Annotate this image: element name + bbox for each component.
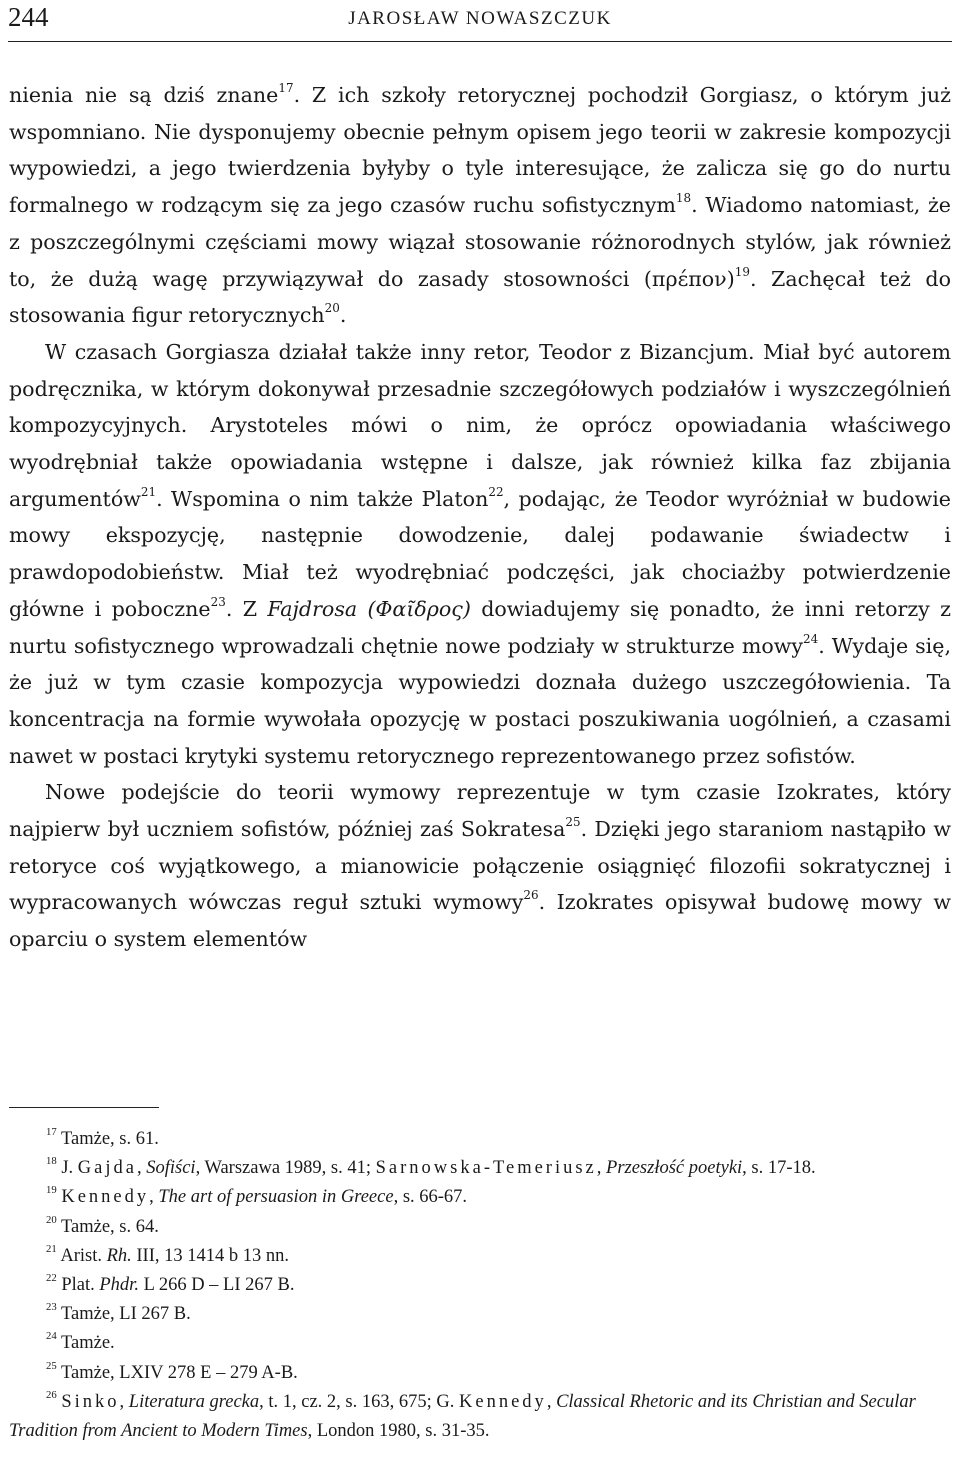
paragraph-1 — [9, 77, 951, 334]
italic-title: Fajdrosa (Φαῖδρος) — [267, 596, 471, 621]
text-run: Nowe podejście do teorii wymowy reprezentuje w tym czasie Izokrates, który najpierw był uczniem sofistów, później zaś Sokratesa — [9, 780, 951, 842]
text-run: , podając, że Teodor wyróżniał w budowie mowy ekspozycję, następnie dowodzenie, dalej podawanie świadectw i prawdopodobieństw. Miał też wyodrębniać podczęści, jak chociażby potwierdzenie główne i poboczne — [9, 486, 951, 621]
footnote-26 — [9, 1388, 951, 1446]
italic-title: Przeszłość poetyki — [606, 1158, 743, 1179]
main-text — [9, 77, 951, 958]
footnote-ref-26: 26 — [523, 888, 539, 903]
paragraph-2 — [9, 334, 951, 774]
footnote-22 — [9, 1271, 951, 1300]
footnote-number: 25 — [46, 1359, 57, 1372]
page-number: 244 — [8, 2, 49, 32]
footnote-text: III, 13 1414 b 13 nn. — [131, 1245, 289, 1266]
text-run: . Wiadomo natomiast, że z poszczególnymi częściami mowy wiązał stosowanie różnorodnych stylów, jak również to, że dużą wagę przywiązywał do zasady stosowności (πρέπον) — [9, 193, 951, 291]
footnote-ref-23: 23 — [210, 594, 226, 609]
header-rule — [8, 41, 952, 42]
italic-title: The art of persuasion in Greece — [158, 1187, 394, 1208]
italic-title: Classical Rhetoric and its Christian and Secular Tradition from Ancient to Modern Times — [9, 1391, 916, 1442]
text-run: . Wspomina o nim także Platon — [156, 486, 489, 511]
footnote-18 — [9, 1154, 951, 1183]
footnote-text: , s. 66-67. — [393, 1187, 468, 1208]
footnote-text: , Warszawa 1989, s. 41; — [195, 1158, 376, 1179]
italic-title: Literatura grecka — [128, 1391, 260, 1412]
footnote-25 — [9, 1359, 951, 1388]
author-name: Kennedy — [459, 1391, 547, 1412]
text-run: nienia nie są dziś znane — [9, 83, 279, 107]
text-run: . Izokrates opisywał budowę mowy w oparciu o system elementów — [9, 890, 951, 952]
footnote-text: , — [119, 1391, 129, 1412]
footnote-20 — [9, 1213, 951, 1242]
footnote-text: Tamże, LI 267 B. — [61, 1304, 191, 1325]
footnote-ref-18: 18 — [675, 190, 692, 205]
footnote-ref-20: 20 — [324, 301, 340, 316]
footnote-ref-24: 24 — [803, 631, 819, 646]
footnote-21 — [9, 1242, 951, 1271]
footnote-text: J. — [61, 1158, 78, 1179]
footnote-number: 21 — [46, 1242, 57, 1255]
text-run: . Z — [225, 596, 268, 621]
text-run: . Zachęcał też do stosowania figur retorycznych — [9, 266, 951, 328]
footnote-text: Tamże, s. 64. — [61, 1216, 159, 1237]
paragraph-3 — [9, 774, 951, 958]
footnote-rule — [9, 1107, 159, 1108]
footnote-17 — [9, 1125, 951, 1154]
footnote-text: L 266 D – LI 267 B. — [138, 1275, 295, 1296]
footnote-23 — [9, 1300, 951, 1329]
footnote-19 — [9, 1183, 951, 1212]
footnote-text: , s. 17-18. — [742, 1158, 816, 1179]
footnote-ref-17: 17 — [278, 80, 294, 95]
footnote-number: 20 — [46, 1213, 57, 1226]
footnotes — [9, 1125, 951, 1446]
footnote-text: , London 1980, s. 31-35. — [307, 1421, 490, 1442]
italic-title: Sofiści — [146, 1158, 196, 1179]
footnote-text: , — [596, 1158, 607, 1179]
text-run: . Wydaje się, że już w tym czasie kompozycja wypowiedzi doznała dużego uszczegółowienia. Ta koncentracja na formie wywołała opozycję w postaci poszukiwania uogólnień, a czasami nawet w postaci krytyki systemu retorycznego reprezentowanego przez sofistów. — [9, 633, 951, 768]
footnote-text: , — [136, 1158, 147, 1179]
italic-title: Phdr. — [99, 1275, 139, 1296]
footnote-text: Tamże, s. 61. — [61, 1129, 159, 1149]
running-head: JAROSŁAW NOWASZCZUK — [348, 8, 612, 29]
footnote-text: Arist. — [60, 1245, 107, 1266]
footnote-text: , — [149, 1187, 159, 1208]
footnote-text: , t. 1, cz. 2, s. 163, 675; G. — [259, 1391, 460, 1412]
footnote-number: 18 — [46, 1155, 57, 1168]
footnote-number: 24 — [46, 1330, 57, 1343]
author-name: Kennedy — [61, 1187, 150, 1208]
footnote-text: Plat. — [61, 1275, 100, 1296]
footnote-ref-21: 21 — [140, 484, 157, 499]
footnote-24 — [9, 1329, 951, 1358]
text-run: . Z ich szkoły retorycznej pochodził Gorgiasz, o którym już wspomniano. Nie dysponujemy obecnie pełnym opisem jego teorii w zakresie kompozycji wypowiedzi, a jego twierdzenia byłyby o tyle interesujące, że zalicza się go do nurtu formalnego w rodzącym się za jego czasów ruchu sofistycznym — [9, 83, 952, 218]
text-run: . Dzięki jego staraniom nastąpiło w retoryce coś wyjątkowego, a mianowicie połączenie osiągnięć filozofii sokratycznej i wypracowanych wówczas reguł sztuki wymowy — [9, 817, 951, 915]
footnote-number: 23 — [46, 1301, 57, 1314]
footnote-number: 26 — [46, 1388, 57, 1401]
footnote-number: 22 — [46, 1271, 57, 1284]
italic-title: Rh. — [106, 1245, 132, 1266]
footnote-number: 19 — [46, 1184, 57, 1197]
text-run: . — [339, 303, 347, 328]
author-name: Sarnowska-Temeriusz — [375, 1158, 597, 1179]
footnote-ref-19: 19 — [734, 264, 750, 279]
footnote-ref-22: 22 — [488, 484, 504, 499]
footnote-text: Tamże, LXIV 278 E – 279 A-B. — [61, 1362, 298, 1383]
footnote-ref-25: 25 — [565, 814, 581, 829]
author-name: Gajda — [77, 1158, 137, 1179]
page-header — [8, 0, 952, 36]
footnote-text: Tamże. — [61, 1333, 115, 1354]
author-name: Sinko — [61, 1391, 120, 1412]
text-run: W czasach Gorgiasza działał także inny retor, Teodor z Bizancjum. Miał być autorem podręcznika, w którym dokonywał przesadnie szczegółowych podziałów i wyszczególnień kompozycyjnych. Arystoteles mówi o nim, że oprócz opowiadania właściwego wyodrębniał także opowiadania wstępne i dalsze, jak również kilka faz zbijania argumentów — [9, 339, 951, 511]
footnote-number: 17 — [46, 1125, 57, 1138]
footnote-text: , — [546, 1391, 557, 1412]
text-run: dowiadujemy się ponadto, że inni retorzy z nurtu sofistycznego wprowadzali chętnie nowe podziały w strukturze mowy — [9, 596, 951, 658]
